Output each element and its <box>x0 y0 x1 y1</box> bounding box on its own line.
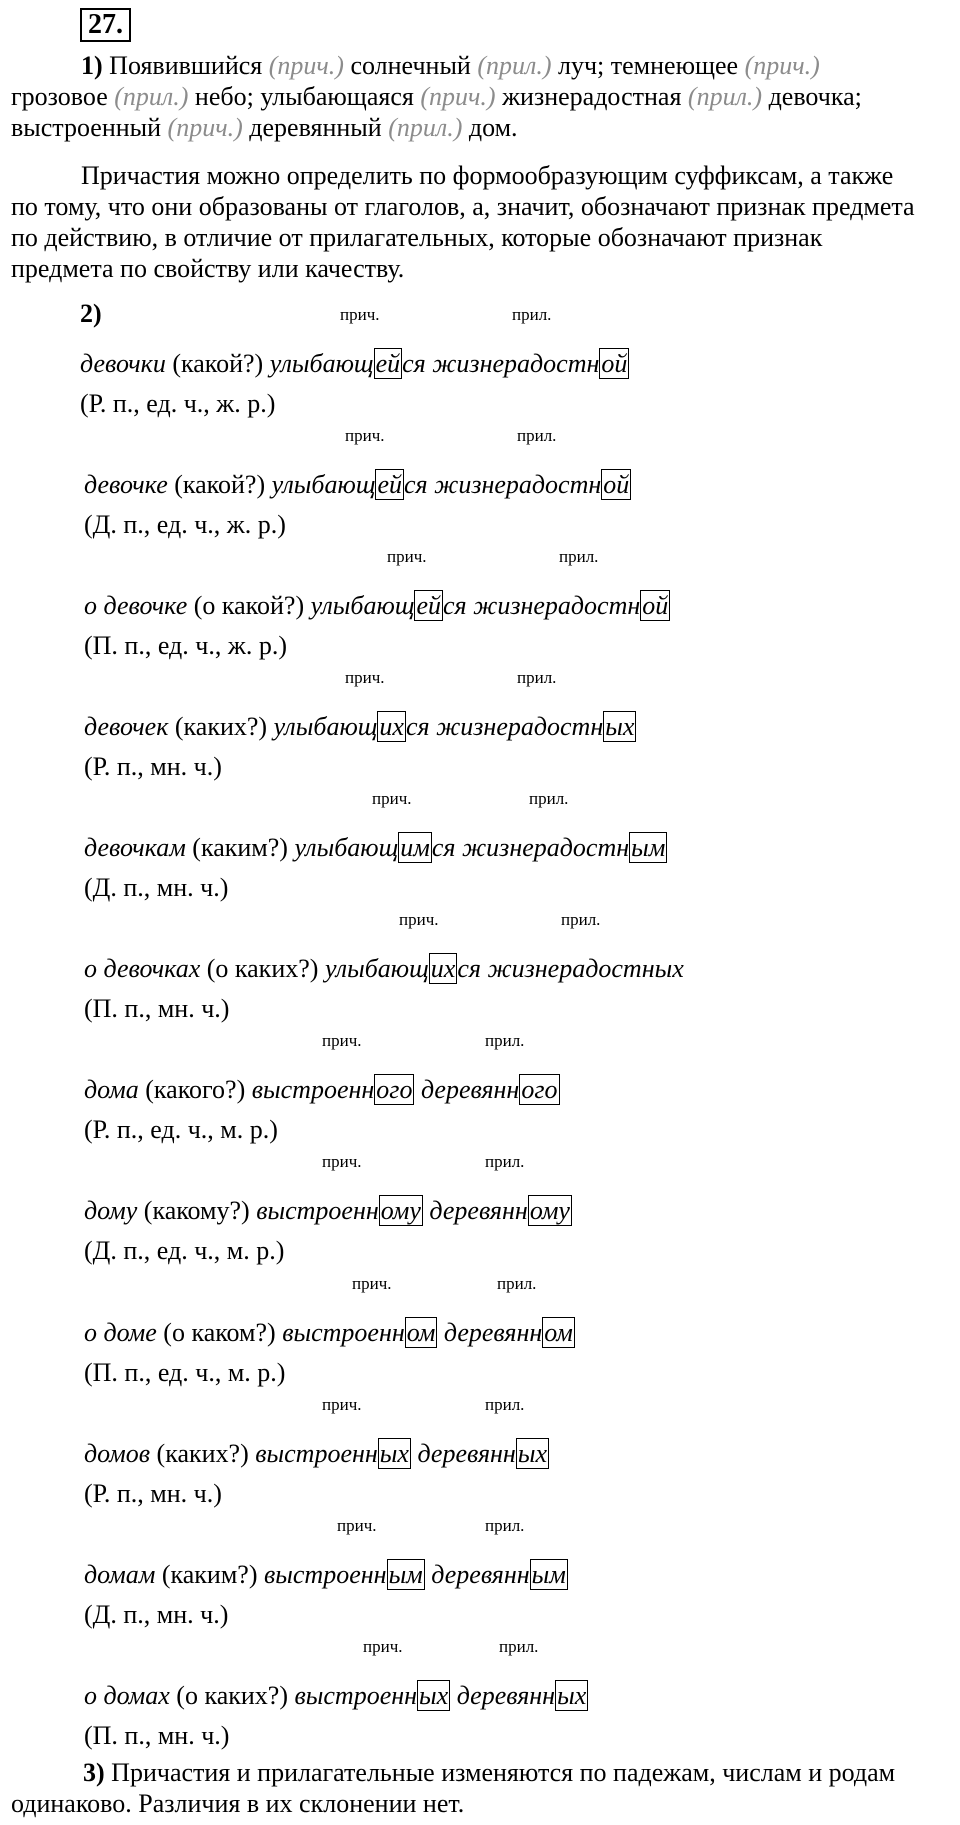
phrase <box>84 1558 568 1592</box>
adjective-stem: деревянн <box>431 1560 530 1589</box>
adjective-stem: деревянн <box>456 1681 556 1710</box>
part1-noun: небо; <box>194 82 254 111</box>
adjective-stem: жизнерадостн <box>436 712 604 741</box>
participle-ending: ых <box>379 1439 409 1468</box>
noun: домов <box>84 1439 151 1468</box>
part1-tag: (прил.) <box>114 82 189 111</box>
adjective-label: прил. <box>517 668 557 687</box>
participle-ending: ей <box>375 349 401 378</box>
case-info: (Д. п., мн. ч.) <box>84 873 229 902</box>
noun: о девочках <box>84 954 201 983</box>
participle-stem: улыбающ <box>310 591 415 620</box>
explanation-paragraph <box>11 160 921 284</box>
participle-label: прич. <box>322 1031 362 1050</box>
question: (какой?) <box>174 470 266 499</box>
adjective-label: прил. <box>485 1031 525 1050</box>
question: (о каком?) <box>163 1318 276 1347</box>
adjective-label: прил. <box>559 547 599 566</box>
part1-word: грозовое <box>11 82 108 111</box>
participle-stem: улыбающ <box>294 833 399 862</box>
participle-ending: ым <box>388 1560 423 1589</box>
phrase <box>84 952 684 986</box>
noun: о домах <box>84 1681 170 1710</box>
declension-row <box>0 1516 960 1637</box>
adjective-label: прил. <box>485 1152 525 1171</box>
phrase <box>84 1194 572 1228</box>
part1-noun: девочка; <box>768 82 862 111</box>
participle-ending: их <box>379 712 404 741</box>
part1-word: солнечный <box>350 51 471 80</box>
declension-row <box>0 668 960 789</box>
case-info: (Р. п., ед. ч., ж. р.) <box>80 389 276 418</box>
participle-postfix: ся <box>457 954 481 983</box>
case-info: (П. п., мн. ч.) <box>84 1721 230 1750</box>
adjective-stem: жизнерадостн <box>473 591 641 620</box>
question: (о каких?) <box>176 1681 288 1710</box>
adjective-stem: деревянн <box>429 1196 528 1225</box>
adjective-stem: деревянн <box>420 1075 520 1104</box>
case-info: (Д. п., ед. ч., м. р.) <box>84 1236 285 1265</box>
phrase <box>84 831 667 865</box>
adjective-ending: ой <box>642 591 669 620</box>
part1-word: улыбающаяся <box>260 82 414 111</box>
case-info: (Р. п., мн. ч.) <box>84 1479 222 1508</box>
declension-row <box>0 1274 960 1395</box>
noun: девочке <box>84 470 168 499</box>
part2-marker: 2) <box>80 299 102 328</box>
participle-ending: ом <box>406 1318 436 1347</box>
adjective-ending: ой <box>603 470 630 499</box>
part3-text: Причастия и прилагательные изменяются по падежам, числам и родам одинаково. Различия в их склонении нет. <box>11 1758 896 1818</box>
part1-noun: луч; <box>557 51 605 80</box>
declension-row <box>0 1031 960 1152</box>
participle-label: прич. <box>340 305 380 324</box>
adjective-ending: ым <box>631 833 666 862</box>
participle-postfix: ся <box>443 591 467 620</box>
part1-word: деревянный <box>249 113 382 142</box>
participle-stem: улыбающ <box>324 954 429 983</box>
participle-label: прич. <box>352 1274 392 1293</box>
adjective-stem: деревянн <box>443 1318 543 1347</box>
participle-label: прич. <box>372 789 412 808</box>
question: (каких?) <box>174 712 268 741</box>
case-info: (Р. п., ед. ч., м. р.) <box>84 1115 278 1144</box>
participle-label: прич. <box>322 1152 362 1171</box>
adjective-stem: жизнерадостн <box>434 470 602 499</box>
part1-word: жизнерадостная <box>502 82 682 111</box>
part1-noun: дом. <box>468 113 518 142</box>
noun: о доме <box>84 1318 157 1347</box>
adjective-label: прил. <box>561 910 601 929</box>
part1-tag: (прил.) <box>388 113 463 142</box>
participle-ending: ому <box>380 1196 421 1225</box>
part1-tag: (прич.) <box>268 51 344 80</box>
participle-stem: улыбающ <box>273 712 378 741</box>
adjective-stem: жизнерадостн <box>432 349 600 378</box>
adjective-label: прил. <box>512 305 552 324</box>
adjective-label: прил. <box>499 1637 539 1656</box>
explanation-text: Причастия можно определить по формообразующим суффиксам, а также по тому, что они образованы от глаголов, а, значит, обозначают признак предмета по действию, в отличие от прилагательных, которые обозначают признак предмета по свойству или качеству. <box>11 161 915 283</box>
phrase <box>80 347 629 381</box>
participle-ending: ей <box>416 591 441 620</box>
adjective-ending: ых <box>557 1681 587 1710</box>
participle-ending: ых <box>419 1681 449 1710</box>
participle-label: прич. <box>345 426 385 445</box>
noun: о девочке <box>84 591 188 620</box>
question: (о каких?) <box>206 954 319 983</box>
question: (каким?) <box>192 833 288 862</box>
part3-paragraph <box>11 1757 921 1819</box>
adjective-stem: деревянн <box>417 1439 516 1468</box>
adjective-label: прил. <box>517 426 557 445</box>
participle-stem: выстроенн <box>256 1196 379 1225</box>
adjective-label: прил. <box>529 789 569 808</box>
participle-ending: ей <box>377 470 402 499</box>
declension-row <box>0 1637 960 1758</box>
adjective-label: прил. <box>485 1395 525 1414</box>
participle-postfix: ся <box>402 349 426 378</box>
declension-row <box>0 547 960 668</box>
part1-marker: 1) <box>81 51 103 80</box>
participle-ending: ого <box>376 1075 413 1104</box>
participle-stem: выстроенн <box>251 1075 375 1104</box>
part1-word: выстроенный <box>11 113 162 142</box>
adjective-label: прил. <box>485 1516 525 1535</box>
adjective-ending: ому <box>529 1196 570 1225</box>
participle-label: прич. <box>387 547 427 566</box>
adjective-stem: жизнерадостных <box>487 954 684 983</box>
case-info: (Д. п., ед. ч., ж. р.) <box>84 510 286 539</box>
adjective-ending: ым <box>531 1560 566 1589</box>
phrase <box>84 710 636 744</box>
adjective-ending: ой <box>601 349 628 378</box>
noun: дому <box>84 1196 138 1225</box>
participle-label: прич. <box>363 1637 403 1656</box>
question: (какому?) <box>143 1196 250 1225</box>
participle-label: прич. <box>345 668 385 687</box>
declension-row <box>0 910 960 1031</box>
participle-stem: выстроенн <box>294 1681 418 1710</box>
case-info: (П. п., ед. ч., м. р.) <box>84 1358 286 1387</box>
participle-postfix: ся <box>405 712 430 741</box>
case-info: (Д. п., мн. ч.) <box>84 1600 229 1629</box>
participle-stem: выстроенн <box>282 1318 405 1347</box>
participle-stem: улыбающ <box>269 349 374 378</box>
part1-tag: (прич.) <box>167 113 243 142</box>
phrase <box>84 1679 588 1713</box>
case-info: (Р. п., мн. ч.) <box>84 752 222 781</box>
question: (каких?) <box>156 1439 249 1468</box>
exercise-number: 27. <box>80 8 131 42</box>
participle-postfix: ся <box>431 833 456 862</box>
noun: девочкам <box>84 833 186 862</box>
phrase <box>84 1316 575 1350</box>
case-info: (П. п., ед. ч., ж. р.) <box>84 631 287 660</box>
question: (какой?) <box>172 349 264 378</box>
adjective-stem: жизнерадостн <box>462 833 630 862</box>
question: (о какой?) <box>193 591 305 620</box>
question: (какого?) <box>145 1075 246 1104</box>
participle-label: прич. <box>399 910 439 929</box>
phrase <box>84 589 670 623</box>
part1-word: темнеющее <box>610 51 739 80</box>
part1-tag: (прил.) <box>687 82 763 111</box>
part1-tag: (прил.) <box>477 51 552 80</box>
part1-word: Появившийся <box>109 51 263 80</box>
adjective-ending: ых <box>517 1439 547 1468</box>
participle-ending: их <box>430 954 456 983</box>
participle-ending: им <box>400 833 430 862</box>
adjective-ending: ого <box>521 1075 558 1104</box>
adjective-ending: ых <box>605 712 635 741</box>
declension-row <box>0 789 960 910</box>
part3-marker: 3) <box>83 1758 105 1787</box>
case-info: (П. п., мн. ч.) <box>84 994 230 1023</box>
part1-tag: (прич.) <box>420 82 496 111</box>
phrase <box>84 468 631 502</box>
declension-row <box>0 1152 960 1273</box>
adjective-ending: ом <box>544 1318 573 1347</box>
noun: дома <box>84 1075 139 1104</box>
declension-row <box>0 305 960 426</box>
participle-label: прич. <box>337 1516 377 1535</box>
noun: девочки <box>80 349 166 378</box>
declension-row <box>0 426 960 547</box>
declension-row <box>0 1395 960 1516</box>
participle-postfix: ся <box>404 470 428 499</box>
adjective-label: прил. <box>497 1274 537 1293</box>
question: (каким?) <box>161 1560 258 1589</box>
participle-label: прич. <box>322 1395 362 1414</box>
participle-stem: выстроенн <box>255 1439 378 1468</box>
noun: домам <box>84 1560 156 1589</box>
noun: девочек <box>84 712 169 741</box>
part1-paragraph <box>11 50 921 143</box>
phrase <box>84 1437 549 1471</box>
participle-stem: выстроенн <box>264 1560 387 1589</box>
part1-tag: (прич.) <box>744 51 820 80</box>
participle-stem: улыбающ <box>271 470 376 499</box>
phrase <box>84 1073 560 1107</box>
